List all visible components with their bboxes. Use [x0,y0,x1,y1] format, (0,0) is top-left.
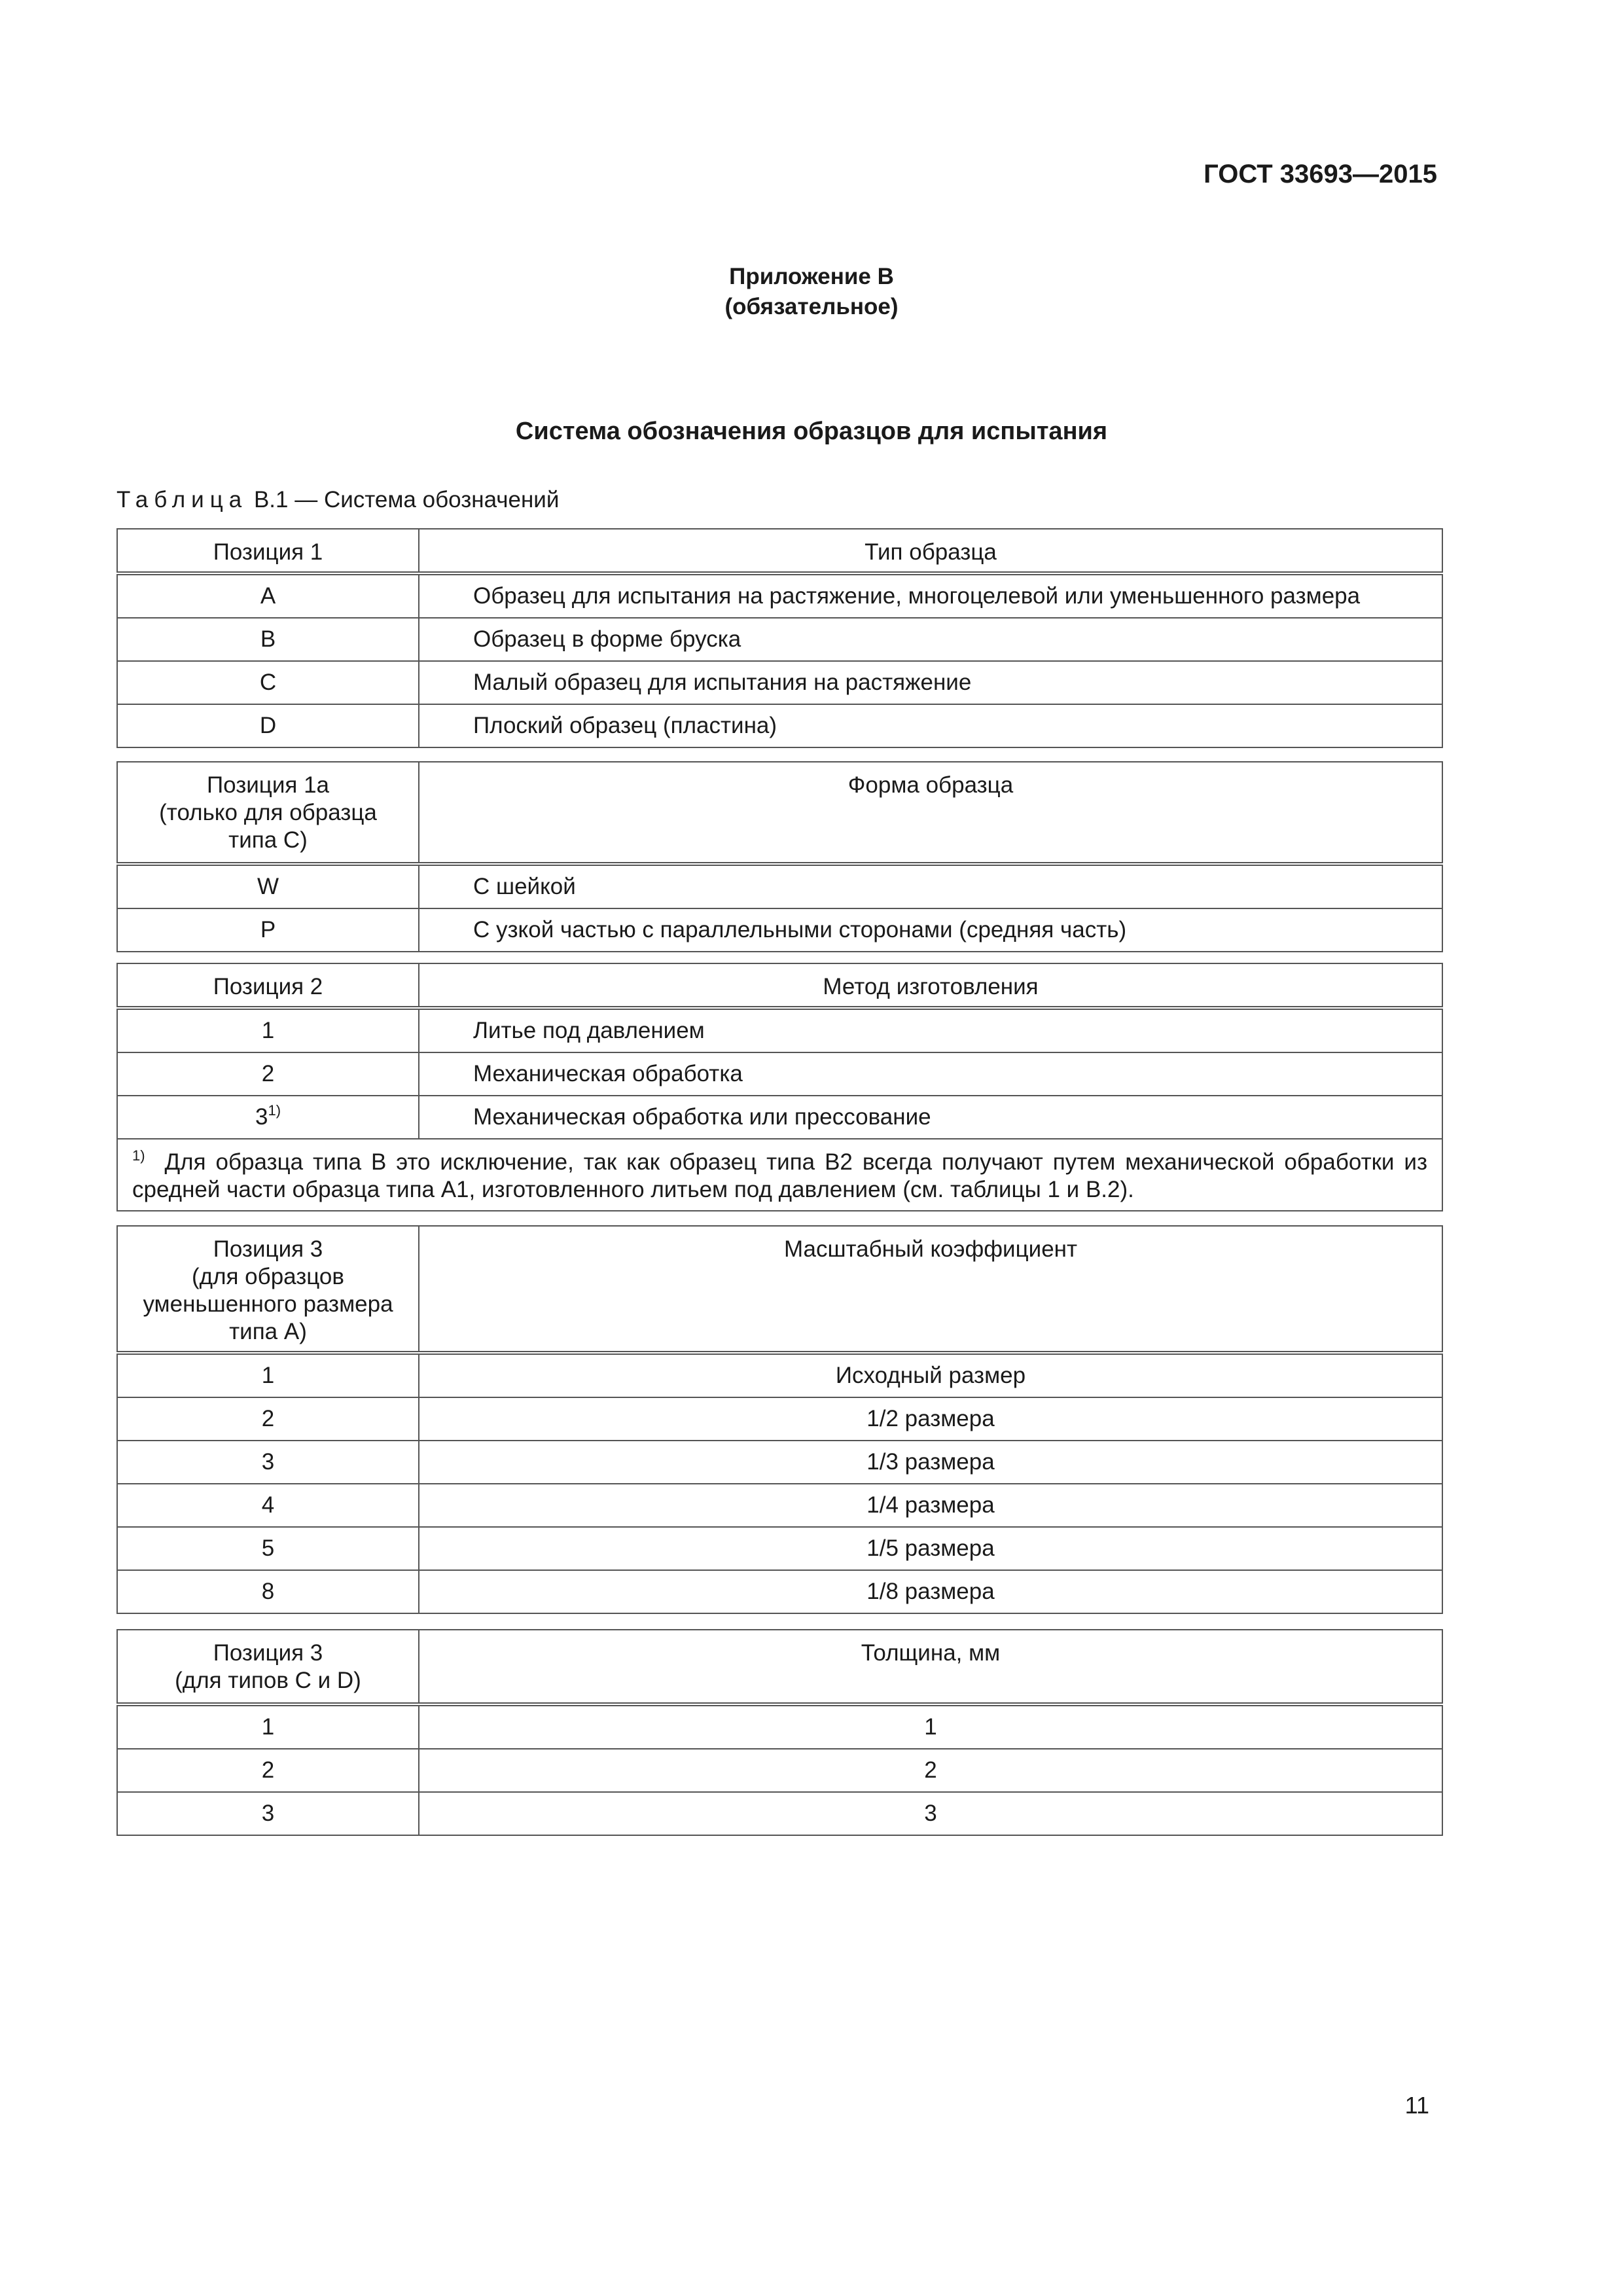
section-title: Система обозначения образцов для испытания [515,418,1108,445]
table-row [117,1397,1442,1441]
thickness-value: 3 [419,1792,1442,1835]
position-code: 8 [117,1570,419,1613]
standard-number: ГОСТ 33693—2015 [1204,160,1437,188]
table-row [117,1096,1442,1139]
header-line: (для образцов [192,1264,344,1289]
scale-value: 1/5 размера [419,1527,1442,1570]
position-code: 3 [117,1441,419,1484]
table-header-row [117,762,1442,864]
position-code: 2 [117,1052,419,1096]
appendix-status: (обязательное) [724,294,899,319]
column-header-method: Метод изготовления [419,963,1442,1008]
method-description: Литье под давлением [419,1008,1442,1052]
position-code: P [117,908,419,952]
position-code: 2 [117,1397,419,1441]
page-number: 11 [1404,2092,1429,2119]
footnote-mark: 1) [132,1147,145,1164]
table-row [117,864,1442,908]
table-row [117,1570,1442,1613]
header-line: (для типов С и D) [175,1668,361,1693]
footnote-row [117,1139,1442,1211]
code-value: 3 [255,1104,268,1130]
specimen-description: Образец в форме бруска [419,618,1442,661]
position-code: A [117,573,419,618]
column-header-position [117,762,419,864]
thickness-value: 2 [419,1749,1442,1792]
position-code: 2 [117,1749,419,1792]
scale-value: 1/3 размера [419,1441,1442,1484]
table-caption-word: Таблица [116,487,248,512]
header-line: уменьшенного размера [143,1291,393,1317]
scale-value: 1/8 размера [419,1570,1442,1613]
column-header-position: Позиция 1 [117,529,419,573]
table-caption-text: В.1 — Система обозначений [247,487,560,512]
table-scale-factor [116,1225,1443,1614]
table-row [117,1008,1442,1052]
column-header-shape: Форма образца [419,762,1442,864]
table-specimen-type [116,528,1443,748]
table-specimen-shape [116,761,1443,952]
column-header-position [117,1226,419,1353]
header-line: типа А) [229,1319,307,1344]
table-row [117,1527,1442,1570]
shape-description: С шейкой [419,864,1442,908]
position-code: C [117,661,419,704]
footnote-mark: 1) [268,1102,281,1119]
column-header-position: Позиция 2 [117,963,419,1008]
scale-value: Исходный размер [419,1353,1442,1397]
table-row [117,661,1442,704]
position-code [117,1096,419,1139]
footnote-text: Для образца типа В это исключение, так как образец типа В2 всегда получают путем механической обработки из средней части образца типа А1, изготовленного литьем под давлением (см. таблицы 1 и В.2). [132,1149,1428,1202]
table-header-row [117,1226,1442,1353]
position-code: 1 [117,1008,419,1052]
specimen-description: Малый образец для испытания на растяжение [419,661,1442,704]
method-description: Механическая обработка или прессование [419,1096,1442,1139]
table-row [117,1749,1442,1792]
table-row [117,1441,1442,1484]
position-code: 1 [117,1353,419,1397]
appendix-heading [0,262,1623,322]
table-row [117,1052,1442,1096]
table-manufacturing-method [116,963,1443,1211]
appendix-title: Приложение В [729,264,894,289]
table-row [117,618,1442,661]
column-header-type: Тип образца [419,529,1442,573]
header-line: Позиция 1а [206,772,330,798]
table-header-row [117,1630,1442,1704]
thickness-value: 1 [419,1704,1442,1749]
table-row [117,573,1442,618]
header-line: типа С) [228,827,308,853]
header-line: Позиция 3 [213,1640,323,1666]
table-row [117,1484,1442,1527]
table-thickness [116,1629,1443,1836]
table-header-row [117,529,1442,573]
scale-value: 1/4 размера [419,1484,1442,1527]
table-row [117,1353,1442,1397]
method-description: Механическая обработка [419,1052,1442,1096]
shape-description: С узкой частью с параллельными сторонами (средняя часть) [419,908,1442,952]
position-code: 1 [117,1704,419,1749]
scale-value: 1/2 размера [419,1397,1442,1441]
table-header-row [117,963,1442,1008]
column-header-position [117,1630,419,1704]
position-code: 3 [117,1792,419,1835]
position-code: 4 [117,1484,419,1527]
header-line: (только для образца [159,800,377,825]
specimen-description: Образец для испытания на растяжение, многоцелевой или уменьшенного размера [419,573,1442,618]
header-line: Позиция 3 [213,1236,323,1262]
position-code: 5 [117,1527,419,1570]
position-code: D [117,704,419,747]
column-header-scale: Масштабный коэффициент [419,1226,1442,1353]
table-row [117,908,1442,952]
specimen-description: Плоский образец (пластина) [419,704,1442,747]
column-header-thickness: Толщина, мм [419,1630,1442,1704]
table-row [117,704,1442,747]
position-code: W [117,864,419,908]
position-code: B [117,618,419,661]
table-row [117,1704,1442,1749]
footnote [117,1139,1442,1211]
table-caption [116,487,559,513]
table-row [117,1792,1442,1835]
